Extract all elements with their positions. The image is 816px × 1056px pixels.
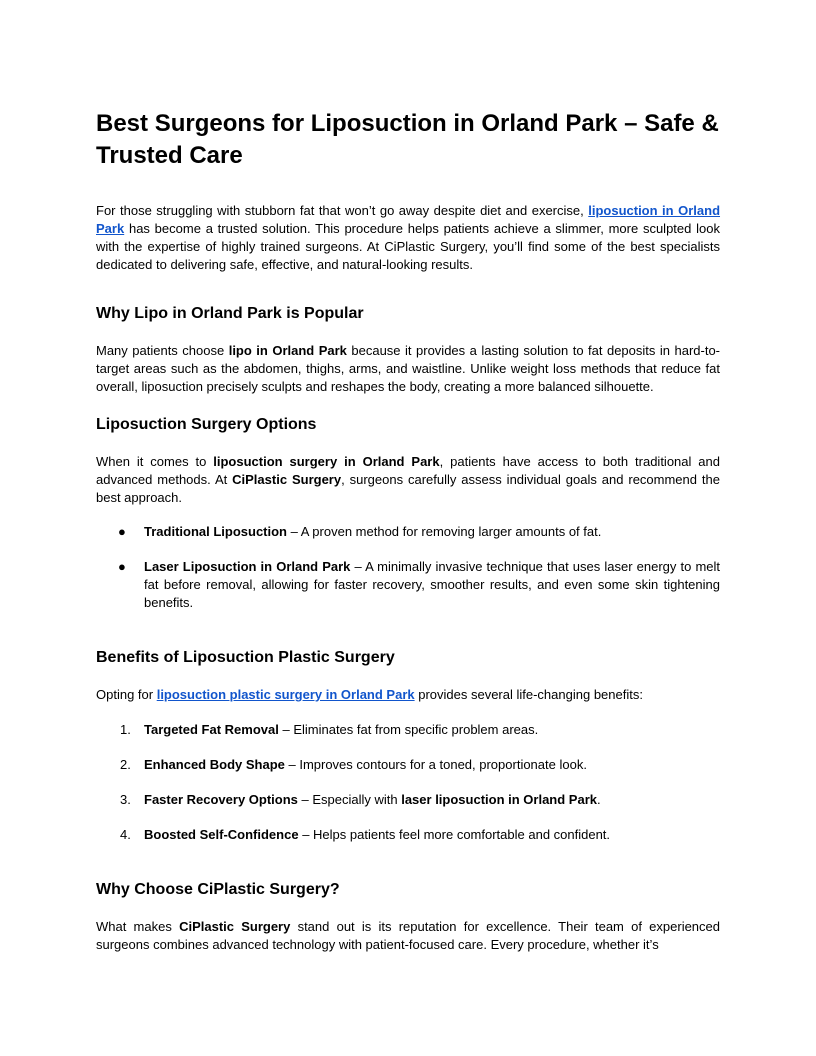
- options-text-1: When it comes to: [96, 454, 214, 469]
- list-item-bold: Enhanced Body Shape: [144, 757, 285, 772]
- list-item: [96, 558, 720, 612]
- list-number: 4.: [120, 827, 131, 842]
- benefits-numbered-list: [96, 721, 720, 844]
- list-item: [96, 523, 720, 541]
- list-item-bold: Laser Liposuction in Orland Park: [144, 559, 351, 574]
- list-item-text: – Improves contours for a toned, proportionate look.: [284, 757, 587, 772]
- list-item-text: – Helps patients feel more comfortable and confident.: [298, 827, 611, 842]
- list-number: 2.: [120, 757, 131, 772]
- list-item-bold: Traditional Liposuction: [144, 524, 287, 539]
- why-choose-text-1: What makes: [96, 919, 180, 934]
- list-item-bold: Boosted Self-Confidence: [144, 827, 299, 842]
- options-heading: Liposuction Surgery Options: [96, 416, 317, 433]
- options-bold-2: CiPlastic Surgery: [232, 472, 342, 487]
- document-page: [96, 108, 720, 954]
- why-choose-bold: CiPlastic Surgery: [179, 919, 291, 934]
- list-item-bold: Targeted Fat Removal: [144, 722, 279, 737]
- why-lipo-text-1: Many patients choose: [96, 343, 229, 358]
- page-title: Best Surgeons for Liposuction in Orland Park – Safe & Trusted Care: [96, 110, 719, 169]
- why-lipo-heading: Why Lipo in Orland Park is Popular: [96, 305, 364, 322]
- liposuction-orland-park-link[interactable]: liposuction in Orland Park: [96, 203, 721, 236]
- why-choose-text-2: stand out is its reputation for excellence. Their team of experienced surgeons combines advanced technology with patient-focused care. Every procedure, whether it’s: [96, 919, 720, 952]
- why-choose-paragraph: [96, 918, 720, 954]
- liposuction-plastic-surgery-link[interactable]: liposuction plastic surgery in Orland Park: [156, 687, 415, 702]
- benefits-text-2: provides several life-changing benefits:: [414, 687, 643, 702]
- list-item: [96, 826, 720, 844]
- list-item-text: – Especially with: [297, 792, 402, 807]
- options-bold-1: liposuction surgery in Orland Park: [213, 454, 440, 469]
- list-item-text: – A proven method for removing larger amounts of fat.: [287, 524, 602, 539]
- benefits-heading: Benefits of Liposuction Plastic Surgery: [96, 649, 395, 666]
- bullet-marker: ●: [118, 524, 126, 539]
- intro-text-1: For those struggling with stubborn fat that won’t go away despite diet and exercise,: [96, 203, 589, 218]
- options-text-2: , patients have access to both traditional and advanced methods. At: [96, 454, 720, 487]
- list-item: [96, 756, 720, 774]
- list-item-tail: .: [597, 792, 601, 807]
- why-lipo-paragraph: [96, 342, 720, 396]
- intro-text-2: has become a trusted solution. This procedure helps patients achieve a slimmer, more sculpted look with the expertise of highly trained surgeons. At CiPlastic Surgery, you’ll find some of the best specialists dedicated to delivering safe, effective, and natural-looking results.: [96, 221, 720, 272]
- bullet-marker: ●: [118, 559, 126, 574]
- options-bullet-list: [96, 523, 720, 612]
- options-paragraph: [96, 453, 720, 507]
- intro-paragraph: [96, 202, 720, 274]
- list-number: 1.: [120, 722, 131, 737]
- list-number: 3.: [120, 792, 131, 807]
- why-lipo-text-2: because it provides a lasting solution to fat deposits in hard-to-target areas such as the abdomen, thighs, arms, and waistline. Unlike weight loss methods that reduce fat overall, liposuction precisely sculpts and reshapes the body, creating a more balanced silhouette.: [96, 343, 720, 394]
- options-text-3: , surgeons carefully assess individual goals and recommend the best approach.: [96, 472, 720, 505]
- benefits-text-1: Opting for: [96, 687, 157, 702]
- list-item-bold: Faster Recovery Options: [144, 792, 298, 807]
- benefits-paragraph: [96, 686, 720, 704]
- list-item-bold-2: laser liposuction in Orland Park: [401, 792, 597, 807]
- why-choose-heading: Why Choose CiPlastic Surgery?: [96, 881, 340, 898]
- list-item-text: – A minimally invasive technique that uses laser energy to melt fat before removal, allowing for faster recovery, smoother results, and even some skin tightening benefits.: [144, 559, 720, 610]
- list-item: [96, 721, 720, 739]
- why-lipo-bold: lipo in Orland Park: [228, 343, 347, 358]
- list-item-text: – Eliminates fat from specific problem areas.: [278, 722, 539, 737]
- list-item: [96, 791, 720, 809]
